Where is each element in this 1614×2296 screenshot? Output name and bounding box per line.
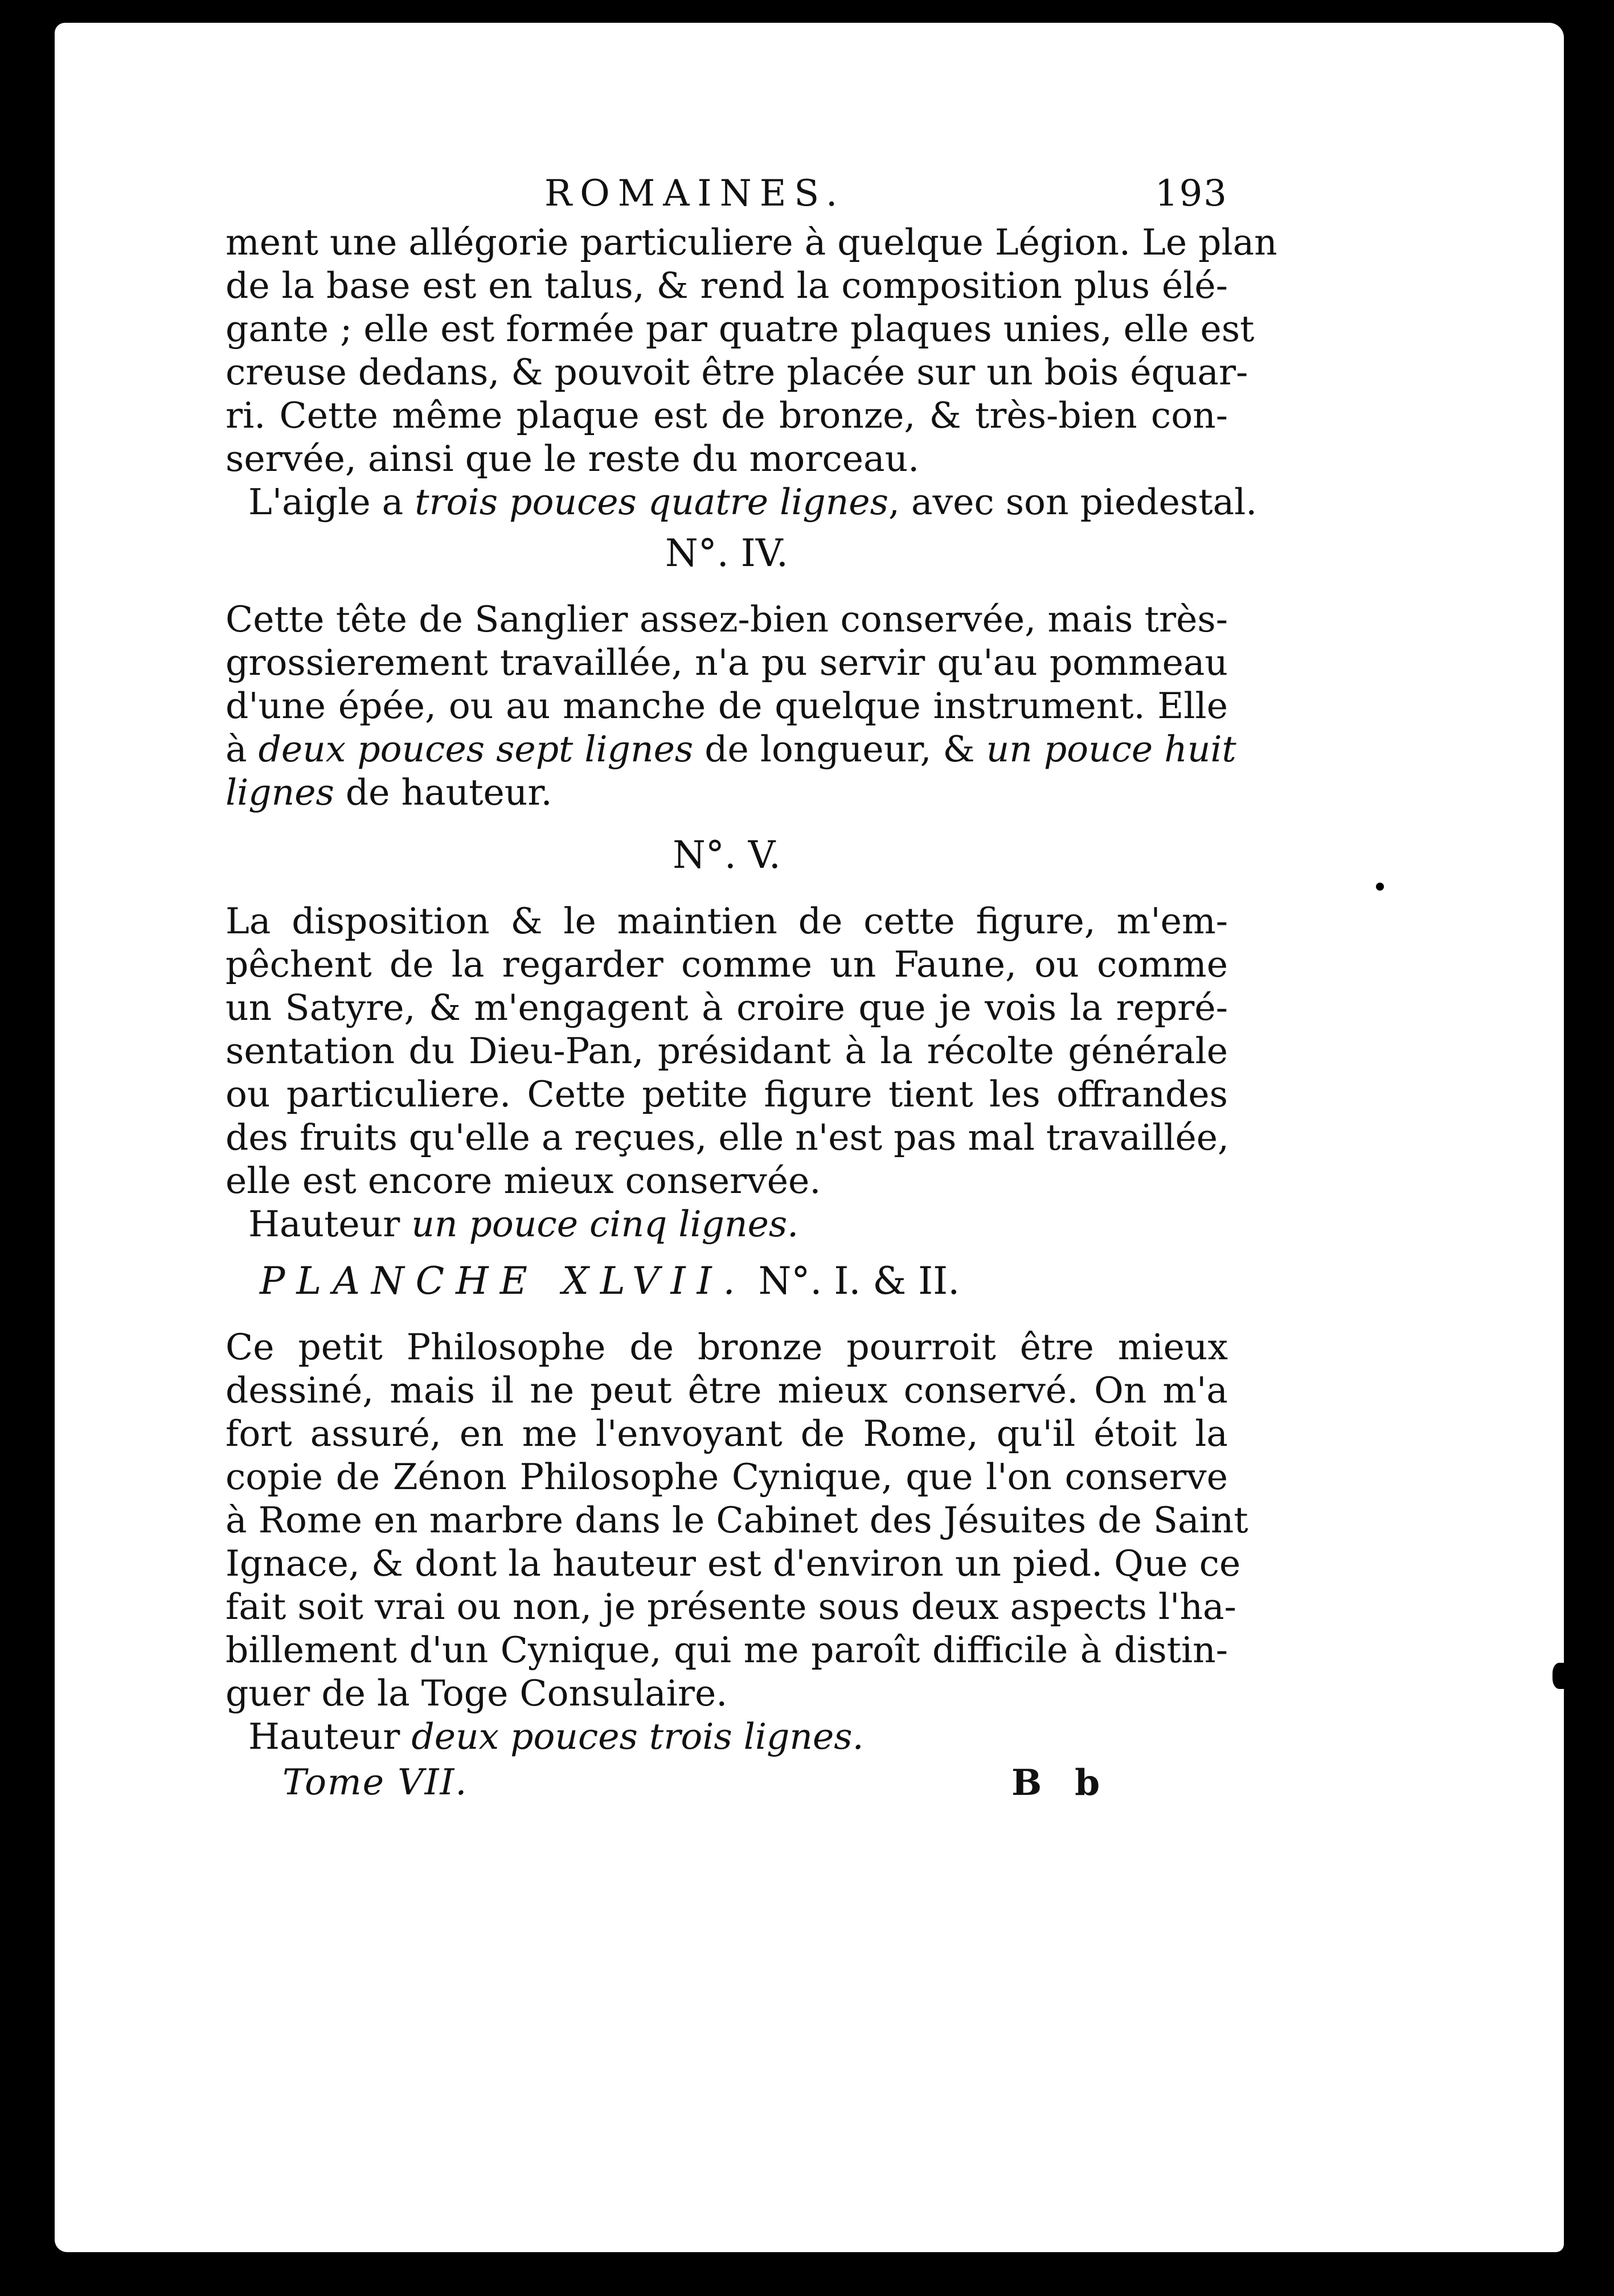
running-head-title: ROMAINES. [544,173,846,215]
paragraph-v [226,900,1228,1203]
text-line: gante ; elle est formée par quatre plaques unies, elle est [226,308,1255,350]
measurement-text: Hauteur [248,1203,412,1245]
section-heading-v: N°. V. [673,833,781,877]
paragraph-plate [226,1326,1248,1715]
text-line: d'une épée, ou au manche de quelque instrument. Elle [226,685,1228,727]
italic-span: lignes [226,772,334,813]
plate-heading [226,1260,1228,1303]
measurement-line [226,1203,1228,1246]
text-line: des fruits qu'elle a reçues, elle n'est pas mal travaillée, [226,1117,1230,1158]
text-line: fait soit vrai ou non, je présente sous deux aspects l'ha- [226,1586,1236,1627]
text-line: Ignace, & dont la hauteur est d'environ un pied. Que ce [226,1543,1241,1584]
measurement-italic: trois pouces quatre lignes [415,481,888,523]
text-line: servée, ainsi que le reste du morceau. [226,438,920,479]
volume-label: Tome VII. [282,1761,468,1803]
measurement-text: L'aigle a [248,481,415,523]
text-line: de la base est en talus, & rend la composition plus élé- [226,265,1228,306]
text-line: Ce petit Philosophe de bronze pourroit être mieux [226,1326,1228,1368]
running-head [226,172,1228,221]
italic-span: deux pouces sept lignes [258,728,694,770]
measurement-italic: deux pouces trois lignes. [411,1716,864,1757]
plate-heading-numbers: N°. I. & II. [746,1259,960,1303]
measurement-line [226,481,1257,524]
paragraph-iv [226,598,1236,814]
paragraph-continuation [226,221,1277,481]
section-heading-iv: N°. IV. [665,531,788,575]
text-line: sentation du Dieu-Pan, présidant à la récolte générale [226,1030,1228,1072]
text-line: fort assuré, en me l'envoyant de Rome, qu'il étoit la [226,1413,1228,1454]
text-line: à Rome en marbre dans le Cabinet des Jésuites de Saint [226,1499,1248,1541]
text-line: Cette tête de Sanglier assez-bien conservée, mais très- [226,598,1228,640]
text-line: ri. Cette même plaque est de bronze, & très-bien con- [226,395,1228,436]
italic-span: un pouce huit [986,728,1236,770]
page-footer [226,1761,1228,1806]
ink-spot-decoration [1552,1663,1564,1689]
text-line [226,728,1236,771]
measurement-line [226,1715,1228,1758]
text-line: copie de Zénon Philosophe Cynique, que l'on conserve [226,1456,1228,1498]
text-line: ou particuliere. Cette petite figure tient les offrandes [226,1073,1228,1115]
text-line: dessiné, mais il ne peut être mieux conservé. On m'a [226,1370,1228,1411]
page-text-block [226,172,1277,1806]
text-span: de longueur, & [693,728,986,770]
text-span: de hauteur. [334,772,552,813]
text-line: creuse dedans, & pouvoit être placée sur un bois équar- [226,351,1248,393]
signature-mark: B b [1011,1761,1111,1803]
text-line: un Satyre, & m'engagent à croire que je vois la repré- [226,987,1228,1028]
text-line: guer de la Toge Consulaire. [226,1672,728,1714]
measurement-text: , avec son piedestal. [888,481,1257,523]
text-span: à [226,728,259,770]
text-line: La disposition & le maintien de cette figure, m'em- [226,900,1228,942]
text-line: ment une allégorie particuliere à quelque Légion. Le plan [226,222,1277,263]
text-line [226,771,1228,814]
text-line: pêchent de la regarder comme un Faune, ou comme [226,944,1228,985]
page-number: 193 [1154,173,1228,215]
measurement-italic: un pouce cinq lignes. [411,1203,799,1245]
ink-spot-decoration [1376,883,1384,891]
text-line: billement d'un Cynique, qui me paroît difficile à distin- [226,1629,1228,1671]
text-line: grossierement travaillée, n'a pu servir qu'au pommeau [226,642,1228,683]
plate-heading-italic: PLANCHE XLVII. [260,1259,747,1303]
measurement-text: Hauteur [248,1716,412,1757]
book-page [55,23,1564,2252]
text-line: elle est encore mieux conservée. [226,1160,821,1202]
